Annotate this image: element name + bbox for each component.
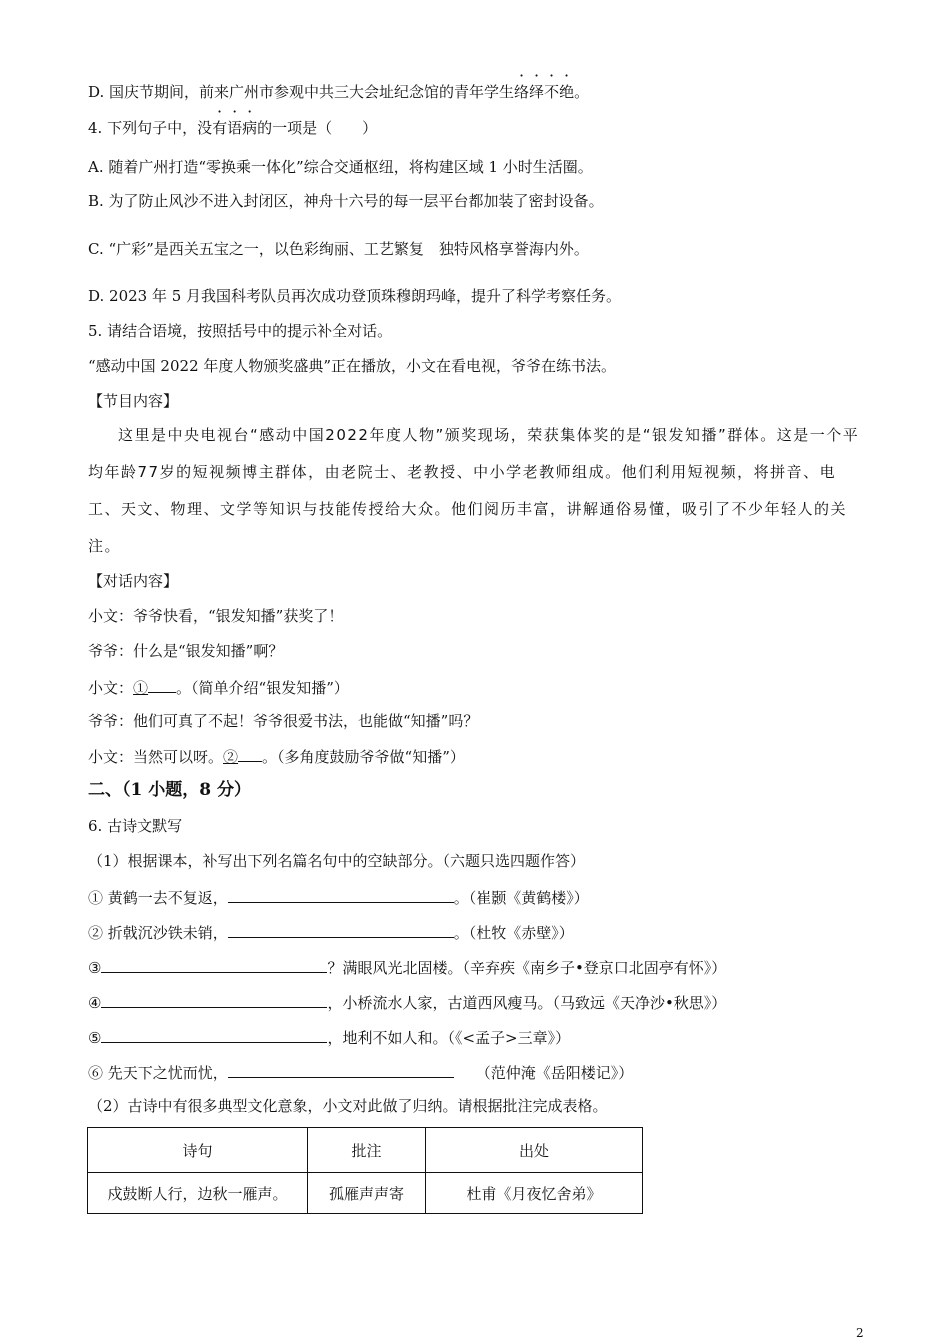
q5-stem: 5. 请结合语境，按照括号中的提示补全对话。 (88, 322, 393, 340)
poem-blank-5[interactable] (101, 1026, 327, 1043)
poem-blank-4[interactable] (101, 991, 327, 1008)
blank-marker-1: ① (133, 679, 149, 697)
poem-item-2: ② 折戟沉沙铁未销， 。（杜牧《赤壁》） (88, 921, 574, 943)
dialogue-line-1: 小文：爷爷快看，“银发知播”获奖了！ (88, 607, 344, 625)
table-header-cell: 批注 (308, 1128, 426, 1173)
poem-blank-1[interactable] (228, 886, 454, 903)
emphasis-char: 有 (212, 119, 228, 137)
q4-stem: 4. 下列句子中，没有语病的一项是（ ） (88, 119, 378, 137)
program-heading: 【节目内容】 (88, 392, 179, 410)
table-cell: 孤雁声声寄 (308, 1173, 426, 1214)
poem-item-1: ① 黄鹤一去不复返， 。（崔颢《黄鹤楼》） (88, 886, 589, 908)
table-cell: 戍鼓断人行，边秋一雁声。 (88, 1173, 308, 1214)
q4-option-d: D. 2023 年 5 月我国科考队员再次成功登顶珠穆朗玛峰，提升了科学考察任务。 (88, 287, 622, 305)
poem-item-6: ⑥ 先天下之忧而忧， （范仲淹《岳阳楼记》） (88, 1061, 633, 1083)
table-header-cell: 出处 (426, 1128, 643, 1173)
poem-item-3: ③ ？满眼风光北固楼。（辛弃疾《南乡子•登京口北固亭有怀》） (88, 956, 726, 978)
poem-item-4: ④ ，小桥流水人家，古道西风瘦马。（马致远《天净沙•秋思》） (88, 991, 726, 1013)
emphasis-char: 绎 (529, 83, 545, 101)
q6-part2-instruction: （2）古诗中有很多典型文化意象，小文对此做了归纳。请根据批注完成表格。 (88, 1097, 608, 1115)
q6-title: 6. 古诗文默写 (88, 817, 183, 835)
q4-option-c: C. “广彩”是西关五宝之一，以色彩绚丽、工艺繁复 独特风格享誉海内外。 (88, 240, 589, 258)
emphasis-char: 不 (544, 83, 560, 101)
section-heading: 二、（1 小题，8 分） (88, 780, 251, 800)
imagery-table (87, 1127, 643, 1214)
q5-context: “感动中国 2022 年度人物颁奖盛典”正在播放，小文在看电视，爷爷在练书法。 (88, 357, 617, 375)
q4-option-a: A. 随着广州打造“零换乘一体化”综合交通枢纽，将构建区域 1 小时生活圈。 (88, 158, 593, 176)
q6-part1-instruction: （1）根据课本，补写出下列名篇名句中的空缺部分。（六题只选四题作答） (88, 852, 586, 870)
answer-blank-1[interactable] (148, 676, 176, 693)
table-header-row (88, 1128, 643, 1173)
emphasis-char: 络 (514, 83, 530, 101)
dialogue-line-3: 小文：① 。（简单介绍“银发知播”） (88, 676, 349, 698)
poem-blank-6[interactable] (228, 1061, 454, 1078)
answer-blank-2[interactable] (238, 745, 262, 762)
dialogue-line-2: 爷爷：什么是“银发知播”啊？ (88, 642, 284, 660)
table-header-cell: 诗句 (88, 1128, 308, 1173)
poem-blank-2[interactable] (228, 921, 454, 938)
poem-item-5: ⑤ ，地利不如人和。（《<孟子>三章》） (88, 1026, 570, 1048)
q3-option-d-text: D. 国庆节期间，前来广州市参观中共三大会址纪念馆的青年学生 (88, 83, 515, 101)
emphasis-char: 病 (242, 119, 258, 137)
emphasis-char: 绝 (559, 83, 575, 101)
dialogue-line-4: 爷爷：他们可真了不起！爷爷很爱书法，也能做“知播”吗？ (88, 712, 479, 730)
poem-blank-3[interactable] (101, 956, 327, 973)
table-cell: 杜甫《月夜忆舍弟》 (426, 1173, 643, 1214)
page-number: 2 (856, 1326, 864, 1340)
table-row (88, 1173, 643, 1214)
dialogue-line-5: 小文：当然可以呀。② 。（多角度鼓励爷爷做“知播”） (88, 745, 465, 767)
program-paragraph: 这里是中央电视台“感动中国2022年度人物”颁奖现场，荣获集体奖的是“银发知播”群体。这是一个平均年龄77岁的短视频博主群体，由老院士、老教授、中小学老教师组成。他们利用短视频，将拼音、电工、天文、物理、文学等知识与技能传授给大众。他们阅历丰富，讲解通俗易懂，吸引了不少年轻人的关注。 (88, 426, 860, 555)
emphasis-char: 语 (227, 119, 243, 137)
dialogue-heading: 【对话内容】 (88, 572, 179, 590)
q4-option-b: B. 为了防止风沙不进入封闭区，神舟十六号的每一层平台都加装了密封设备。 (88, 192, 604, 210)
q3-option-d: D. 国庆节期间，前来广州市参观中共三大会址纪念馆的青年学生络绎不绝。 (88, 83, 590, 101)
blank-marker-2: ② (223, 748, 239, 766)
